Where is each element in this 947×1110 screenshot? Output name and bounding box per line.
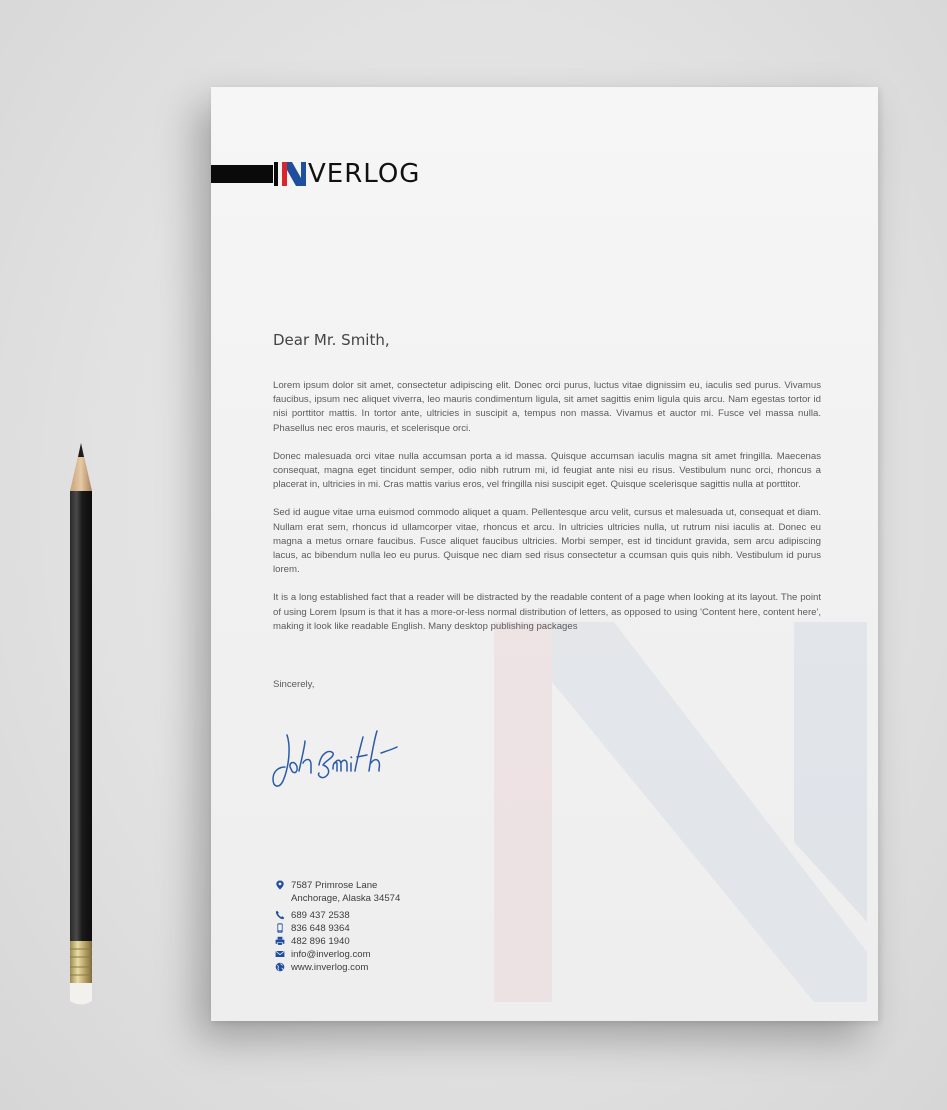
salutation: Dear Mr. Smith, xyxy=(273,331,390,349)
paragraph-2: Donec malesuada orci vitae nulla accumsan porta a id massa. Quisque accumsan iaculis magna sit amet fringilla. Maecenas consequat, magna eget tincidunt semper, odio nibh rutrum mi, id feugiat ante nisi eu risus. Vestibulum nunc orci, rhoncus a placerat in, ultricies in mi. Cras mattis varius eros, vel fringilla nisi suscipit eget. Quisque scelerisque sagittis nulla at porttitor. xyxy=(273,450,821,491)
closing: Sincerely, xyxy=(273,679,315,690)
paragraph-1: Lorem ipsum dolor sit amet, consectetur adipiscing elit. Donec orci purus, luctus vitae dignissim eu, iaculis sed purus. Vivamus faucibus, ipsum nec aliquet viverra, leo mauris condimentum ligula, sit amet sagittis enim ligula quis arcu. Nam egestas tortor id nisi porttitor mattis. In tortor ante, ultricies in suscipit a, tempus non massa. Vivamus et auctor mi. Fusce vel massa nulla. Phasellus nec eros mauris, et scelerisque orci. xyxy=(273,380,821,434)
mobile-number: 836 648 9364 xyxy=(291,923,350,934)
letterhead-paper xyxy=(211,87,878,1021)
email-address[interactable]: info@inverlog.com xyxy=(291,949,371,960)
company-logo xyxy=(211,161,420,187)
address-line-2: Anchorage, Alaska 34574 xyxy=(291,893,401,904)
email-icon xyxy=(275,949,285,959)
contact-fax xyxy=(275,935,400,948)
globe-icon xyxy=(275,962,285,972)
contact-email xyxy=(275,948,400,961)
fax-icon xyxy=(275,936,285,946)
logo-text: VERLOG xyxy=(308,159,421,189)
phone-number: 689 437 2538 xyxy=(291,910,350,921)
contact-website xyxy=(275,961,400,974)
pencil-image xyxy=(66,443,96,1008)
address-lines xyxy=(291,879,400,905)
phone-icon xyxy=(275,910,285,920)
paragraph-4: It is a long established fact that a reader will be distracted by the readable content of a page when looking at its layout. The point of using Lorem Ipsum is that it has a more-or-less normal distribution of letters, as opposed to using 'Content here, content here', making it look like readable English. Many desktop publishing packages xyxy=(273,592,821,632)
location-pin-icon xyxy=(275,880,285,890)
signature-image xyxy=(269,723,399,791)
contact-mobile xyxy=(275,922,400,935)
address-line-1: 7587 Primrose Lane xyxy=(291,880,378,891)
logo-bar xyxy=(211,165,273,183)
website-url[interactable]: www.inverlog.com xyxy=(291,962,369,973)
letter-body xyxy=(273,379,821,648)
contact-address xyxy=(275,879,400,905)
mobile-icon xyxy=(275,923,285,933)
contact-phone xyxy=(275,909,400,922)
logo-in-mark xyxy=(273,161,307,187)
paragraph-3: Sed id augue vitae urna euismod commodo aliquet a quam. Pellentesque arcu velit, cursus et malesuada ut, consequat et diam. Nullam erat sem, rhoncus id ullamcorper vitae, rhoncus et arcu. In ultricies ultricies nulla, ut rutrum nisi iaculis at. Donec eu magna a metus ornare faucibus. Fusce aliquet faucibus ultricies. Morbi semper, est id tincidunt gravida, sem arcu adipiscing lacus, ac bibendum nulla leo eu purus. Quisque nec diam sed risus consectetur a ccumsan quis quis nibh. Vestibulum id purus lorem. xyxy=(273,507,821,576)
contact-info xyxy=(275,879,400,974)
watermark-n-logo xyxy=(494,622,867,1002)
fax-number: 482 896 1940 xyxy=(291,936,350,947)
